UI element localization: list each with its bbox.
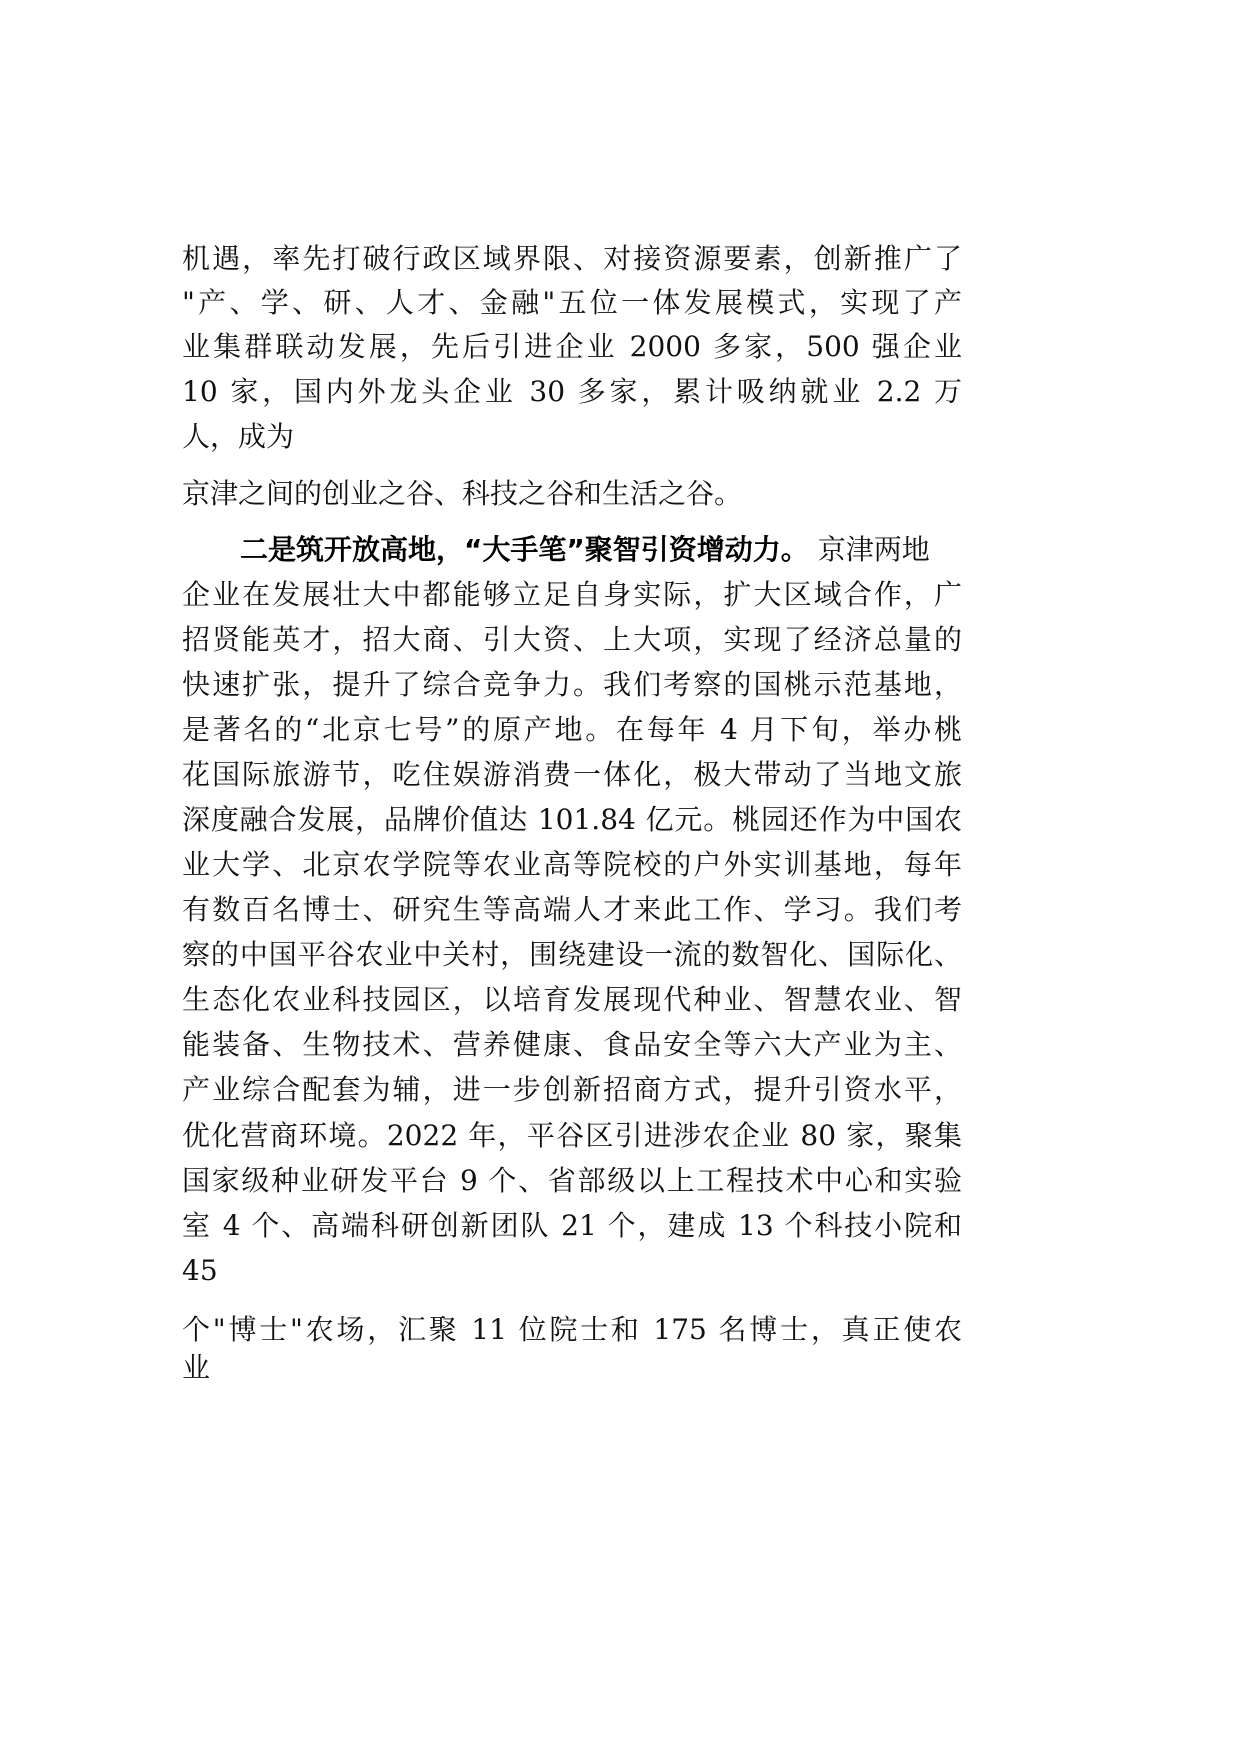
text-line: 生态化农业科技园区，以培育发展现代种业、智慧农业、智	[182, 983, 962, 1016]
text-line: 快速扩张，提升了综合竞争力。我们考察的国桃示范基地，	[182, 668, 962, 701]
text-line: 业集群联动发展，先后引进企业 2000 多家，500 强企业	[182, 330, 962, 363]
section-heading: 二是筑开放高地，“大手笔”聚智引资增动力。	[240, 533, 809, 566]
text-line: 10 家，国内外龙头企业 30 多家，累计吸纳就业 2.2 万	[182, 375, 962, 408]
text-line: 室 4 个、高端科研创新团队 21 个，建成 13 个科技小院和	[182, 1209, 962, 1242]
text-line: 人，成为	[182, 420, 295, 453]
text-line: 业大学、北京农学院等农业高等院校的户外实训基地，每年	[182, 848, 962, 881]
text-line: 是著名的“北京七号”的原产地。在每年 4 月下旬，举办桃	[182, 713, 962, 746]
text-line: 45	[182, 1254, 218, 1287]
text-line: 企业在发展壮大中都能够立足自身实际，扩大区域合作，广	[182, 578, 962, 611]
text-line: 优化营商环境。2022 年，平谷区引进涉农企业 80 家，聚集	[182, 1119, 962, 1152]
text-line: 京津之间的创业之谷、科技之谷和生活之谷。	[182, 477, 743, 510]
text-line: 产业综合配套为辅，进一步创新招商方式，提升引资水平，	[182, 1073, 962, 1106]
section-heading-line	[240, 527, 962, 572]
text-line: 花国际旅游节，吃住娱游消费一体化，极大带动了当地文旅	[182, 758, 962, 791]
text-line: 能装备、生物技术、营养健康、食品安全等六大产业为主、	[182, 1028, 962, 1061]
text-line: 有数百名博士、研究生等高端人才来此工作、学习。我们考	[182, 893, 962, 926]
heading-continuation-text: 京津两地	[808, 533, 930, 566]
text-line: 个"博士"农场，汇聚 11 位院士和 175 名博士，真正使农	[182, 1313, 962, 1346]
text-line: "产、学、研、人才、金融"五位一体发展模式，实现了产	[182, 286, 962, 319]
text-line: 深度融合发展，品牌价值达 101.84 亿元。桃园还作为中国农	[182, 803, 962, 836]
text-line: 业	[182, 1351, 211, 1384]
text-line: 招贤能英才，招大商、引大资、上大项，实现了经济总量的	[182, 623, 962, 656]
text-line: 机遇，率先打破行政区域界限、对接资源要素，创新推广了	[182, 242, 962, 275]
text-line: 察的中国平谷农业中关村，围绕建设一流的数智化、国际化、	[182, 938, 962, 971]
text-line: 国家级种业研发平台 9 个、省部级以上工程技术中心和实验	[182, 1164, 962, 1197]
